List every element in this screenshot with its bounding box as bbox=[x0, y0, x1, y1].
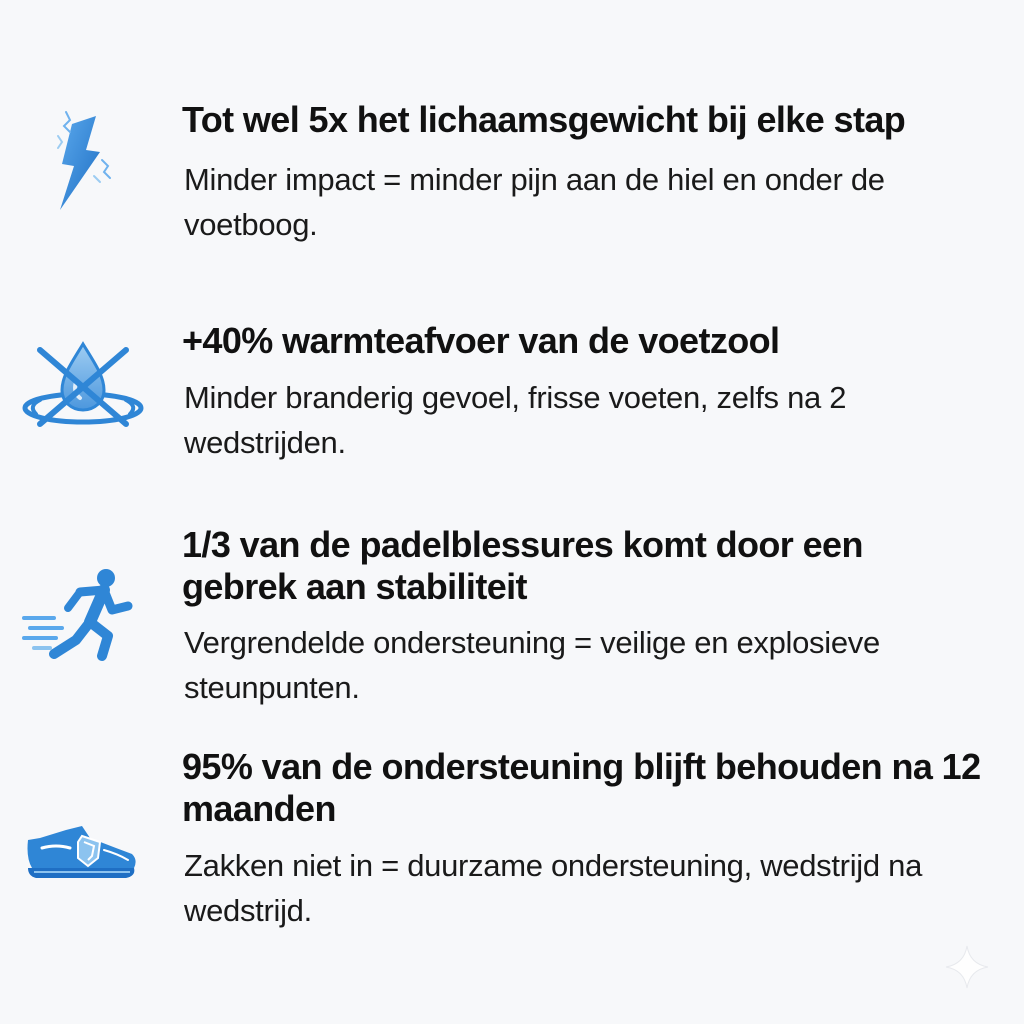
sneaker-shield-icon bbox=[22, 818, 140, 882]
feature-description: Zakken niet in = duurzame ondersteuning, wedstrijd na wedstrijd. bbox=[184, 848, 923, 928]
feature-title: +40% warmteafvoer van de voetzool bbox=[182, 320, 780, 361]
feature-description: Minder impact = minder pijn aan de hiel en onder de voetboog. bbox=[184, 162, 885, 242]
feature-title: 1/3 van de padelblessures komt door een gebrek aan stabiliteit bbox=[182, 524, 863, 607]
crossed-water-drop-icon bbox=[20, 338, 146, 432]
feature-title: 95% van de ondersteuning blijft behouden na 12 maanden bbox=[182, 746, 981, 829]
sparkle-icon bbox=[944, 944, 990, 990]
running-person-icon bbox=[20, 566, 138, 662]
feature-description: Vergrendelde ondersteuning = veilige en explosieve steunpunten. bbox=[184, 625, 880, 705]
lightning-bolt-icon bbox=[50, 106, 114, 214]
feature-description: Minder branderig gevoel, frisse voeten, zelfs na 2 wedstrijden. bbox=[184, 380, 847, 460]
feature-title: Tot wel 5x het lichaamsgewicht bij elke stap bbox=[182, 99, 906, 140]
